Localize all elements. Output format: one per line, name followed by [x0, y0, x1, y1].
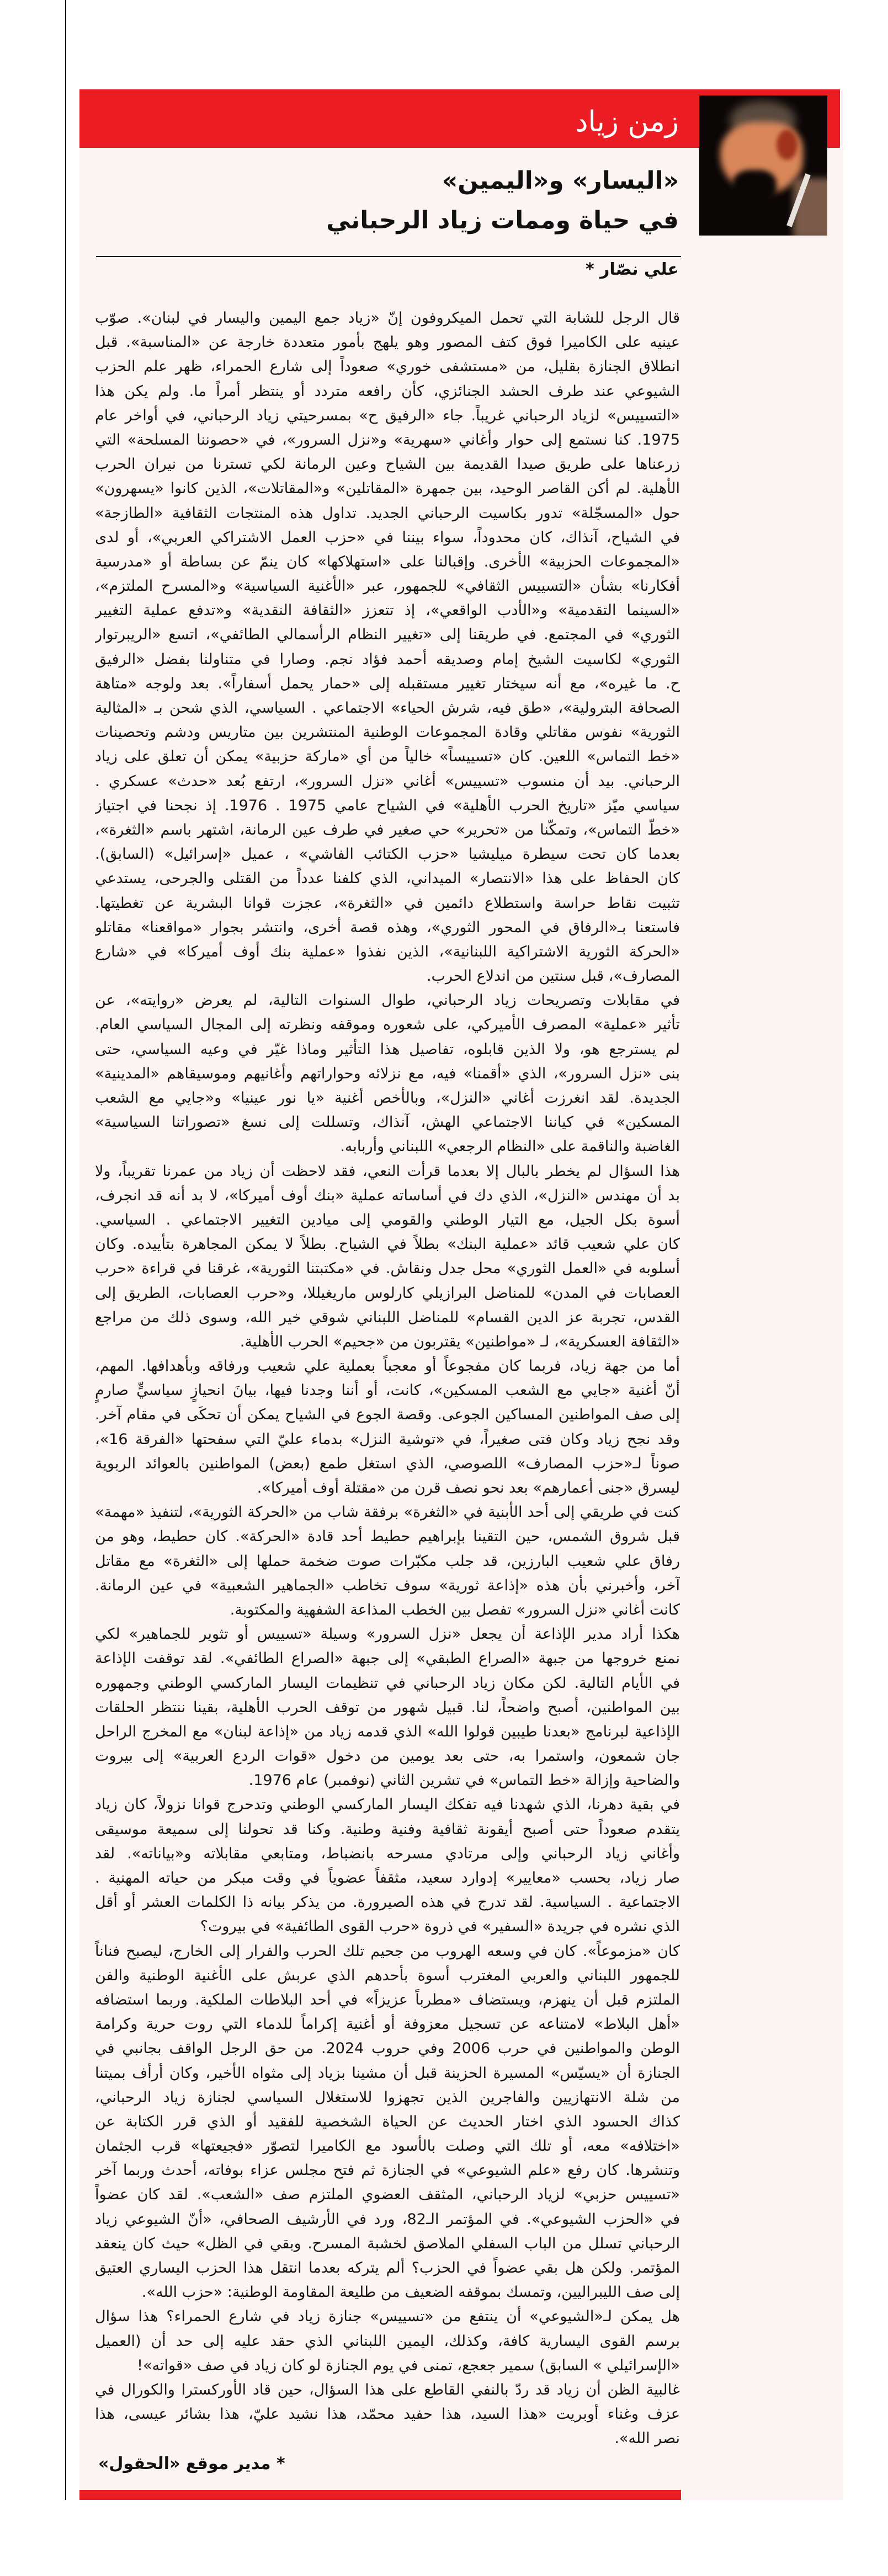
body-line: في «الحزب الشيوعي». في المؤتمر الـ82، ورد في الأرشيف الصحافي، «أنّ الشيوعي زياد — [95, 2210, 680, 2228]
body-line: الثوري» لكاسيت الشيخ إمام وصديقه أحمد فؤاد نجم. وصارا في متناولنا بفضل «الرفيق — [95, 650, 680, 668]
body-line: الأهلية. لم أكن القاصر الوحيد، بين جمهرة «المقاتلين» و«المقاتلات»، الذين كانوا «يسهرون» — [95, 480, 680, 498]
body-line: الملتزم قبل أن ينهزم، ويستضاف «مطرباً عزيزاً» في أحد البلاطات الملكية. وربما استضافه — [95, 1991, 680, 2008]
body-line: نمنع خروجها من جبهة «الصراع الطبقي» إلى جبهة «الصراع الطائفي». لقد توقفت الإذاعة — [95, 1650, 680, 1668]
body-line: أفكارنا» بشأن «التسييس الثقافي» للجمهور، عبر «الأغنية السياسية» و«المسرح الملتزم»، — [95, 578, 680, 595]
body-line: الثوري» في المجتمع. في طريقنا إلى «تغيير النظام الرأسمالي الطائفي»، اتسع «الريبرتوار — [95, 626, 680, 644]
body-line: الرحباني تسلل من الباب السفلي الملاصق لخشبة المسرح. وبقي في الظل» حيث كان ينعقد — [95, 2235, 680, 2252]
body-line: تأثير «عملية» المصرف الأميركي، على شعوره وموقفه ونظرته إلى المجال السياسي العام. — [95, 1016, 680, 1034]
photo-ear — [777, 130, 797, 160]
article-body — [95, 306, 680, 2451]
body-line: بعدما كان تحت سيطرة ميليشيا «حزب الكتائب الفاشي» ، عميل «إسرائيل» (السابق). — [95, 846, 680, 863]
title-line-1: «اليسار» و«اليمين» — [442, 167, 679, 195]
body-line: من شلة الانتهازيين والفاجرين الذين تجهزوا للاستغلال السياسي لجنازة زياد الرحباني، — [95, 2088, 680, 2106]
body-line: وقد نجح زياد وكان فتى صغيراً، في «توشية النزل» بدماء عليّ التي سفحتها «الفرقة 16»، — [95, 1430, 680, 1448]
body-line: حول «المسجّلة» تدور بكاسيت الرحباني الجديد. تداول هذه المنتجات الثقافية «الطازجة» — [95, 504, 680, 522]
body-line: جان شمعون، واستمرا به، حتى بعد يومين من دخول «قوات الردع العربية» إلى بيروت — [95, 1747, 680, 1765]
body-line: أنّ أغنية «جايي مع الشعب المسكين»، كانت، أو أننا وجدنا فيها، بيانَ انحيازٍ سياسيٍّ صارمٍ — [95, 1382, 680, 1399]
body-line: «الإسرائيلي » السابق) سمير جعجع، تمنى في يوم الجنازة لو كان زياد في صف «قواته»! — [137, 2356, 680, 2374]
body-line: بد أن مهندس «النزل»، الذي دك في أساساته عملية «بنك أوف أميركا»، لا بد أنه قد انجرف، — [95, 1187, 680, 1204]
body-line: سياسي ميّز «تاريخ الحرب الأهلية» في الشياح عامي 1975 . 1976. إذ نجحنا في اجتياز — [95, 797, 680, 814]
body-line: للجمهور اللبناني والعربي المغترب أسوة بأحدهم الذي عربش على الأغنية الوطنية والفن — [95, 1966, 680, 1984]
body-line: كان «مزموعاً». كان في وسعه الهروب من جحيم تلك الحرب والفرار إلى الخارج، ليصبح فناناً — [95, 1942, 680, 1960]
body-line: لم يسترجع هو، ولا الذين قابلوه، تفاصيل هذا التأثير وماذا غيّر في وعيه السياسي، حتى — [95, 1040, 680, 1058]
body-line: في الأيام التالية. لكن مكان زياد الرحباني في تنظيمات اليسار الماركسي الوطني وجمهوره — [95, 1674, 680, 1692]
body-line: غالبية الظن أن زياد قد ردّ بالنفي القاطع على هذا السؤال، حين قاد الأوركسترا والكورال في — [95, 2381, 680, 2398]
author-footnote: * مدير موقع «الحقول» — [98, 2454, 285, 2473]
page-column-rule — [65, 0, 66, 2500]
author-byline: علي نصّار * — [585, 260, 679, 279]
body-line: ليسرق «جنى أعمارهم» بعد نحو نصف قرن من «مقتلة أوف أميركا». — [257, 1479, 680, 1497]
body-line: هكذا أراد مدير الإذاعة أن يجعل «نزل السرور» وسيلة «تسييس أو تثوير للجماهير» لكي — [95, 1626, 680, 1643]
title-line-2: في حياة وممات زياد الرحباني — [326, 206, 679, 234]
body-line: العصابات في المدن» للمناضل البرازيلي كارلوس ماريغيللا، و«حرب العصابات، الطريق إلى — [95, 1284, 680, 1302]
body-line: كانت أغاني «نزل السرور» تفصل بين الخطب المذاعة الشفهية والمكتوبة. — [230, 1601, 680, 1618]
body-line: الإذاعية لبرنامج «بعدنا طيبين قولوا الله» الذي قدمه زياد من «إذاعة لبنان» مع المخرج الراحل — [95, 1723, 680, 1740]
body-line: الرحباني. بيد أن منسوب «تسييس» أغاني «نزل السرور»، ارتفع بُعد «حدث» عسكري . — [95, 772, 680, 790]
body-line: رفاق علي شعيب البارزين، قد جلب مكبّرات صوت ضخمة حملها إلى «الثغرة» مع مقاتل — [95, 1552, 680, 1570]
body-line: قال الرجل للشابة التي تحمل الميكروفون إنّ «زياد جمع اليمين واليسار في لبنان». صوّب — [95, 309, 680, 327]
body-line: الغاضبة والناقمة على «النظام الرجعي» اللبناني وأربابه. — [340, 1138, 680, 1156]
body-line: 1975. كنا نستمع إلى حوار وأغاني «سهرية» و«نزل السرور»، في «حصوننا المسلحة» التي — [95, 431, 680, 448]
body-line: إلى صف المواطنين المساكين الجوعى. وقصة الجوع في الشياح يمكن أن تحكَى في مقام آخر. — [95, 1406, 680, 1424]
author-subject-photo — [699, 95, 827, 236]
body-line: في الشياح، آنذاك، كان محدوداً، سواء بيننا في «حزب العمل الاشتراكي العربي»، أو لدى — [95, 528, 680, 546]
body-line: فاستعنا بـ«الرفاق في المحور الثوري»، وهذه قصة أخرى، وانتشر بجوار «مواقعنا» مقاتلو — [95, 918, 680, 936]
body-line: الجنازة أن «يسيّس» المسيرة الحزينة قبل أن مشينا بزياد إلى مثواه الأخير، وكان أرأف بميتنا — [95, 2064, 680, 2082]
body-line: آخر، وأخبرني بأن هذه «إذاعة ثورية» سوف تخاطب «الجماهير الشعبية» في عين الرمانة. — [95, 1576, 680, 1594]
body-line: تثبيت نقاط حراسة واستطلاع دائمين في «الثغرة»، عجزت قوانا البشرية عن تغطيتها. — [95, 894, 680, 912]
body-line: كان علي شعيب قائد «عملية البنك» بطلاً في الشياح. بطلاً لا يمكن المجاهرة بتأييده. وكان — [95, 1236, 680, 1253]
body-line: «الثقافة العسكرية»، لـ «مواطنين» يقتربون من «جحيم» الحرب الأهلية. — [240, 1333, 680, 1350]
body-line: الصحافة البترولية»، «طق فيه، شرش الحياء» الاجتماعي . السياسي، الذي شحن بـ «المثالية — [95, 699, 680, 717]
body-line: «خط التماس» اللعين. كان «تسييساً» خالياً من أي «ماركة حزبية» يمكن أن تعلق على زياد — [95, 748, 680, 766]
body-line: انطلاق الجنازة بقليل، من «مستشفى خوري» صعوداً إلى شارع الحمراء، ظهر علم الحزب — [95, 358, 680, 376]
body-line: ح. ما غيره»، مع أنه سيختار تغيير مستقبله إلى «حمار يحمل أسفاراً». بعد ولوجه «متاهة — [95, 675, 680, 692]
article-title — [182, 161, 679, 241]
body-line: في بقية دهرنا، الذي شهدنا فيه تفكك اليسار الماركسي الوطني وتدحرج قوانا نزولاً، كان زياد — [95, 1796, 680, 1814]
byline-divider — [96, 256, 681, 257]
body-line: «تسييس حزبي» لزياد الرحباني، المثقف العضوي الملتزم صف «الشعب». لقد كان عضواً — [95, 2186, 680, 2204]
body-line: «التسييس» لزياد الرحباني غريباً. جاء «الرفيق ح» بمسرحيتي زياد الرحباني، في أواخر عام — [95, 407, 680, 424]
photo-shadow — [732, 170, 777, 203]
body-line: كذاك الحسود الذي اختار الحديث عن الحياة الشخصية للفقيد أو الذي قرر الكتابة عن — [95, 2113, 680, 2130]
body-line: «أهل البلاط» لامتناعه عن تسجيل معزوفة أو أغنية إكراماً للدماء التي روت حرية وكرامة — [95, 2016, 680, 2033]
body-line: الشيوعي عند طرف الحشد الجنائزي، كأن رافعه متردد أو ينتظر أمراً ما. ولم يكن هذا — [95, 382, 680, 400]
body-line: وأغاني زياد الرحباني وإلى مرتادي مسرحه بانضباط، ومتابعي مقابلاته و«بياناته». لقد — [95, 1845, 680, 1862]
body-line: «السينما التقدمية» و«الأدب الواقعي»، إذ تتعزز «الثقافة النقدية» و«تدفع عملية التغيير — [95, 602, 680, 619]
body-line: كنت في طريقي إلى أحد الأبنية في «الثغرة» برفقة شاب من «الحركة الثورية»، لتنفيذ «مهمة» — [95, 1504, 680, 1521]
body-line: المصارف»، قبل سنتين من اندلاع الحرب. — [426, 968, 680, 985]
body-line: الثورية» نفوس مقاتلي وقادة المجموعات الوطنية المنتشرين بين متاريس ودشم وتحصينات — [95, 724, 680, 741]
body-line: الجديدة. لقد انغرزت أغاني «النزل»، وبالأخص أغنية «يا نور عينيا» و«جايي مع الشعب — [95, 1089, 680, 1107]
body-line: أسوة بكل الجيل، مع التيار الوطني والقومي إلى ميادين التغيير الاجتماعي . السياسي. — [95, 1211, 680, 1228]
body-line: الوطن والمواطنين في حرب 2006 وفي حروب 2024. من حق الرجل الواقف بجانبي في — [95, 2040, 680, 2057]
body-line: يتقدم صعوداً حتى أصبح أيقونة ثقافية وفنية وطنية. وكنا قد تحولنا إلى سميعة موسيقى — [95, 1820, 680, 1838]
body-line: بنى «نزل السرور»، الذي «أقمنا» فيه، مع نزلائه وحواراتهم وأغانيهم وموسيقاهم «المدينية» — [95, 1065, 680, 1082]
body-line: الاجتماعية . السياسية. لقد تدرج في هذه الصيرورة. من يذكر بيانه ذا الكلمات العشر أو أقل — [95, 1894, 680, 1911]
body-line: وتنشرها. كان رفع «علم الشيوعي» في الجنازة ثم فتح مجلس عزاء بوفاته، أحدث وربما آخر — [95, 2162, 680, 2179]
body-line: في مقابلات وتصريحات زياد الرحباني، طوال السنوات التالية، لم يعرض «روايته»، عن — [95, 992, 680, 1009]
body-line: عزف وغناء أوبريت «هذا السيد، هذا حفيد محمّد، هذا نشيد عليّ، هذا بشائر عيسى، هذا — [95, 2406, 680, 2423]
body-line: الذي نشره في جريدة «السفير» في ذروة «حرب القوى الطائفية» في بيروت؟ — [200, 1918, 680, 1936]
body-line: برسم القوى اليسارية كافة، وكذلك، اليمين اللبناني الذي حقد عليه إلى حد أن (العميل — [95, 2332, 680, 2350]
body-line: أسلوبه في «العمل الثوري» محل جدل ونقاش. في «مكتبتنا الثورية»، غرقنا في قراءة «حرب — [95, 1260, 680, 1278]
body-line: «المجموعات الحزبية» الأخرى. وإقبالنا على «استهلاكها» كان ينمّ عن بساطة أو «مدرسية — [95, 553, 680, 570]
body-line: صار زياد، بحسب «معايير» إدوارد سعيد، مثقفاً عضوياً في وقت مبكر من حياته المهنية . — [95, 1869, 680, 1886]
section-label: زمن زياد — [575, 105, 679, 138]
body-line: والضاحية وإزالة «خط التماس» في تشرين الثاني (نوفمبر) عام 1976. — [248, 1772, 680, 1789]
body-line: «الحركة الثورية الاشتراكية اللبنانية»، الذين نفذوا «عملية بنك أوف أميركا» في «شارع — [95, 943, 680, 960]
body-line: المسكين» في كياننا الاجتماعي الهش، آنذاك، وتسللت إلى نسغ «تصوراتنا السياسية» — [95, 1114, 680, 1131]
body-line: القدس، تجربة عز الدين القسام» للمناضل اللبناني شوقي خير الله، وسوى ذلك من مراجع — [95, 1308, 680, 1326]
body-line: «خطّ التماس»، وتمكّنا من «تحرير» حي صغير في طرف عين الرمانة، اشتهر باسم «الثغرة»، — [95, 821, 680, 838]
body-line: هل يمكن لـ«الشيوعي» أن ينتفع من «تسييس» جنازة زياد في شارع الحمراء؟ هذا سؤال — [95, 2308, 680, 2326]
body-line: صوناً لـ«حزب المصارف» اللصوصي، الذي استغل طمع (بعض) المواطنين بالعوائد الربوية — [95, 1455, 680, 1472]
body-line: زرعناها على طريق صيدا القديمة بين الشياح وعين الرمانة لكي تسترنا من نيران الحرب — [95, 456, 680, 473]
body-line: نصر الله». — [614, 2430, 680, 2447]
body-line: قبل شروق الشمس، حين التقينا بإبراهيم حطيط أحد قادة «الحركة». كان حطيط، وهو من — [95, 1528, 680, 1546]
footer-red-bar — [79, 2490, 681, 2500]
body-line: عينيه على الكاميرا فوق كتف المصور وهو يلهج بأمور متعددة خارجة عن «المناسبة». قبل — [95, 334, 680, 351]
body-line: كان الحفاظ على هذا «الانتصار» الميداني، الذي كلفنا عدداً من القتلى والجرحى، يستدعي — [95, 870, 680, 888]
body-line: المؤتمر. ولكن هل بقي عضواً في الحزب؟ ألم يتركه بعدما انتقل هذا الحزب اليساري العتيق — [95, 2259, 680, 2276]
body-line: هذا السؤال لم يخطر بالبال إلا بعدما قرأت النعي، فقد لاحظت أن زياد من عمرنا تقريباً، ولا — [95, 1162, 680, 1180]
body-line: إلى صف الليبراليين، وتمسك بموقفه الضعيف من طليعة المقاومة الوطنية: «حزب الله». — [141, 2284, 680, 2301]
body-line: «اختلافه» معه، أو تلك التي وصلت بالأسود مع الكاميرا لتصوّر «فجيعتها» قرب الجثمان — [95, 2137, 680, 2155]
body-line: بين المواطنين، أصبح واضحاً، لنا. قبيل شهور من توقف الحرب الأهلية، بقينا ننتظر الحلقات — [95, 1698, 680, 1716]
body-line: أما من جهة زياد، فربما كان مفجوعاً أو معجباً بعملية علي شعيب ورفاقه وبأهدافها. المهم، — [95, 1358, 680, 1375]
